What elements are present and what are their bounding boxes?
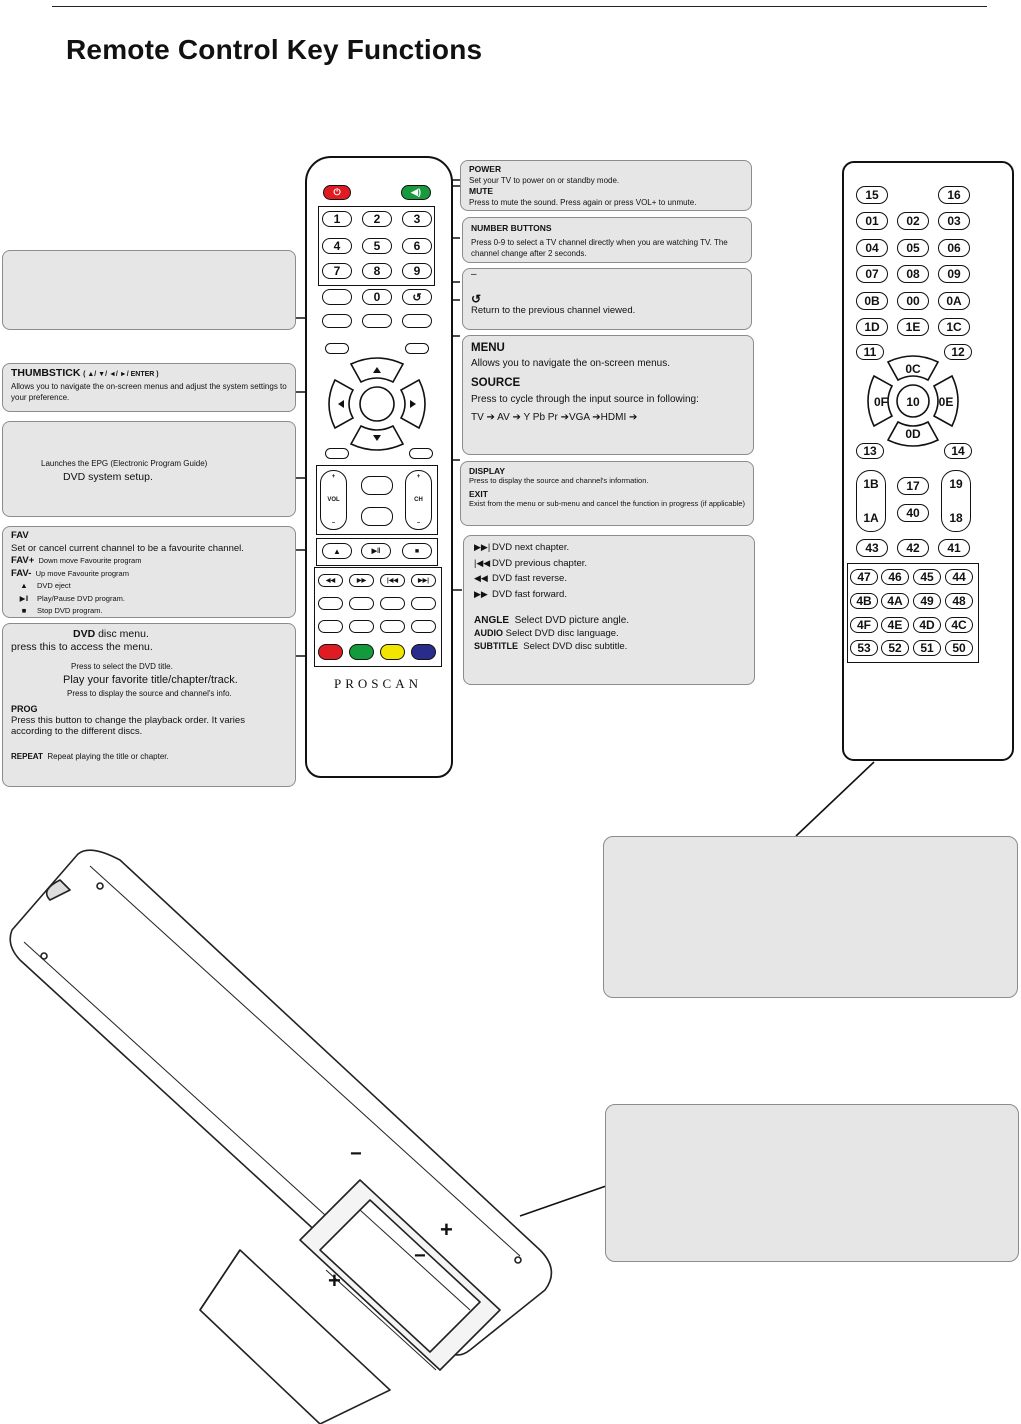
code-key: 45 (913, 569, 941, 585)
callout-blank-code-box (603, 836, 1018, 998)
stop-icon: ■ (21, 606, 27, 615)
yellow-button[interactable] (380, 644, 405, 660)
source-desc: Press to cycle through the input source in following: (471, 394, 699, 405)
code-key: 4B (850, 593, 878, 609)
code-rocker-right: 19 18 (941, 470, 971, 532)
mute-desc: Press to mute the sound. Press again or press VOL+ to unmute. (469, 198, 697, 207)
mute-title: MUTE (469, 186, 494, 196)
play-pause-icon: ▶‖ (19, 593, 29, 603)
number-key-6[interactable] (402, 238, 432, 254)
mute-icon: ◀) (411, 187, 421, 197)
mute-button[interactable] (401, 185, 431, 200)
stop-button[interactable] (402, 543, 432, 559)
code-key: 53 (850, 640, 878, 656)
fav-title: FAV (11, 530, 29, 541)
number-key-8[interactable] (362, 263, 392, 279)
prev-desc: DVD previous chapter. (492, 557, 588, 569)
rewind-icon: ◀◀ (325, 578, 336, 584)
callout-menu-source (462, 335, 754, 455)
code-key: 0B (856, 292, 888, 310)
fav-list-button[interactable] (362, 314, 392, 328)
playpause-desc: Play/Pause DVD program. (37, 593, 125, 603)
thumbstick-title: THUMBSTICK (11, 367, 81, 379)
source-chain: TV ➔ AV ➔ Y Pb Pr ➔VGA ➔HDMI ➔ (471, 412, 638, 423)
callout-number-buttons (462, 217, 752, 263)
number-key-label: 0 (373, 290, 381, 304)
fav-desc: Set or cancel current channel to be a favourite channel. (11, 542, 244, 554)
power-desc: Set your TV to power on or standby mode. (469, 176, 620, 185)
green-button[interactable] (349, 644, 374, 660)
code-key: 42 (897, 539, 929, 557)
info-button[interactable] (361, 476, 393, 495)
dash-button[interactable] (322, 289, 352, 305)
play-pause-button[interactable] (361, 543, 391, 559)
code-key: 0A (938, 292, 970, 310)
recall-button[interactable] (402, 289, 432, 305)
code-key: 14 (944, 443, 972, 459)
code-key: 49 (913, 593, 941, 609)
dash-label: – (471, 269, 477, 280)
code-key: 4E (881, 617, 909, 633)
svg-text:−: − (350, 1143, 362, 1165)
code-key: 4F (850, 617, 878, 633)
display-info: Press to display the source and channel's info. (67, 689, 232, 698)
exit-button[interactable] (361, 507, 393, 526)
next-desc: DVD next chapter. (492, 542, 570, 553)
number-key-3[interactable] (402, 211, 432, 227)
vol-label: VOL (327, 497, 340, 503)
recall-desc: Return to the previous channel viewed. (471, 305, 636, 316)
code-rocker-left: 1B 1A (856, 470, 886, 532)
code-key: 46 (881, 569, 909, 585)
number-key-label: 1 (333, 212, 341, 226)
favminus-title: FAV- (11, 567, 32, 579)
eject-button[interactable] (322, 543, 352, 559)
prev-chapter-icon: |◀◀ (474, 557, 491, 568)
audio-desc: Select DVD disc language. (505, 628, 619, 639)
code-key: 12 (944, 344, 972, 360)
page-title: Remote Control Key Functions (66, 34, 483, 65)
code-key: 1D (856, 318, 888, 336)
code-key: 01 (856, 212, 888, 230)
code-key: 0F (873, 395, 888, 409)
fast-forward-icon: ▶▶ (474, 588, 488, 599)
code-key: 04 (856, 239, 888, 257)
eject-icon: ▲ (333, 546, 341, 556)
thumbstick-keys: ( ▲/ ▼/ ◄/ ►/ ENTER ) (83, 371, 159, 378)
code-key: 4D (913, 617, 941, 633)
code-key: 06 (938, 239, 970, 257)
code-key: 4C (945, 617, 973, 633)
angle-button[interactable] (380, 597, 405, 610)
number-key-2[interactable] (362, 211, 392, 227)
favplus-desc: Down move Favourite program (38, 556, 142, 565)
dvd-word: DVD (73, 628, 96, 640)
vol-minus: – (331, 520, 336, 526)
menu-button[interactable] (325, 343, 349, 354)
callout-dvd-menu (2, 623, 296, 787)
stop-icon: ■ (414, 547, 420, 555)
stop-desc: Stop DVD program. (37, 606, 103, 615)
code-key: 50 (945, 640, 973, 656)
code-key: 03 (938, 212, 970, 230)
favminus-desc: Up move Favourite program (35, 568, 129, 578)
ch-label: CH (414, 497, 423, 503)
access-menu: press this to access the menu. (11, 640, 153, 653)
code-key: 11 (856, 344, 884, 360)
callout-thumbstick (2, 363, 296, 412)
fast-forward-button[interactable] (349, 574, 374, 587)
play-favorite: Play your favorite title/chapter/track. (63, 673, 238, 686)
subtitle-title: SUBTITLE (474, 641, 518, 651)
epg-button[interactable] (322, 314, 352, 328)
number-key-label: 4 (333, 239, 341, 253)
code-key: 16 (938, 186, 970, 204)
svg-text:+: + (328, 1268, 341, 1293)
code-key: 08 (897, 265, 929, 283)
vol-plus: + (331, 474, 336, 480)
callout-power-mute (460, 160, 752, 211)
recall-icon: ↺ (471, 291, 482, 306)
recall-icon: ↺ (412, 291, 422, 304)
callout-blank-battery-box (605, 1104, 1019, 1262)
code-key: 17 (897, 477, 929, 495)
power-button[interactable] (323, 185, 351, 200)
code-key: 1E (897, 318, 929, 336)
number-key-9[interactable] (402, 263, 432, 279)
volume-rocker[interactable] (320, 470, 347, 530)
play-pause-icon: ▶‖ (371, 548, 381, 555)
dvd-menu-button[interactable] (318, 597, 343, 610)
code-key: 40 (897, 504, 929, 522)
number-desc: Press 0-9 to select a TV channel directly when you are watching TV. The channel change after 2 seconds. (471, 237, 728, 258)
next-chapter-icon: ▶▶| (474, 542, 491, 552)
code-key: 02 (897, 212, 929, 230)
power-icon: ⏻ (333, 187, 341, 197)
rew-desc: DVD fast reverse. (492, 573, 567, 584)
number-key-1[interactable] (322, 211, 352, 227)
number-key-label: 9 (413, 264, 421, 278)
code-key: 44 (945, 569, 973, 585)
code-key: 0E (938, 395, 954, 409)
number-key-label: 3 (413, 212, 421, 226)
number-key-label: 7 (333, 264, 341, 278)
next-chapter-icon: ▶▶| (418, 578, 429, 584)
brand-logo: PROSCAN (334, 676, 422, 691)
code-key: 13 (856, 443, 884, 459)
prog-title: PROG (11, 703, 38, 714)
callout-recall (462, 268, 752, 330)
callout-dvd-transport (463, 535, 755, 685)
fast-forward-icon: ▶▶ (356, 578, 367, 584)
disc-menu: disc menu. (98, 628, 149, 640)
top-rule (52, 6, 987, 7)
code-key: 10 (906, 395, 920, 409)
code-key: 41 (938, 539, 970, 557)
code-key: 1C (938, 318, 970, 336)
epg-desc: Launches the EPG (Electronic Program Guide) (41, 459, 208, 468)
ff-desc: DVD fast forward. (492, 588, 567, 600)
angle-desc: Select DVD picture angle. (514, 615, 630, 626)
repeat-button[interactable] (380, 620, 405, 633)
code-key: 43 (856, 539, 888, 557)
display-desc: Press to display the source and channel's information. (469, 476, 649, 485)
prog-button[interactable] (349, 620, 374, 633)
exit-desc: Exist from the menu or sub-menu and cancel the function in progress (if applicable) (469, 499, 745, 508)
display-button[interactable] (409, 448, 433, 459)
thumbstick-desc: Allows you to navigate the on-screen menus and adjust the system settings to your preference. (11, 381, 287, 402)
epg-setup-button[interactable] (325, 448, 349, 459)
number-key-0[interactable] (362, 289, 392, 305)
code-key: 15 (856, 186, 888, 204)
rewind-button[interactable] (318, 574, 343, 587)
code-key: 52 (881, 640, 909, 656)
exit-title: EXIT (469, 489, 488, 499)
next-chapter-button[interactable] (411, 574, 436, 587)
rewind-icon: ◀◀ (474, 573, 488, 583)
display-title: DISPLAY (469, 466, 506, 476)
number-key-7[interactable] (322, 263, 352, 279)
audio-title: AUDIO (474, 628, 503, 638)
code-key: 0D (905, 427, 921, 441)
blue-button[interactable] (411, 644, 436, 660)
number-key-5[interactable] (362, 238, 392, 254)
code-key: 4A (881, 593, 909, 609)
callout-display-exit (460, 461, 754, 526)
callout-epg (2, 421, 296, 517)
code-key: 47 (850, 569, 878, 585)
code-key: 09 (938, 265, 970, 283)
number-key-label: 2 (373, 212, 381, 226)
prev-chapter-icon: |◀◀ (387, 578, 398, 584)
remote-back-illustration (0, 830, 600, 1424)
code-key: 00 (897, 292, 929, 310)
menu-desc: Allows you to navigate the on-screen menus. (471, 358, 670, 369)
angle-title: ANGLE (474, 615, 509, 626)
prog-desc: Press this button to change the playback order. It varies according to the different discs. (11, 715, 245, 737)
red-button[interactable] (318, 644, 343, 660)
code-key: 05 (897, 239, 929, 257)
audio-button[interactable] (411, 597, 436, 610)
number-key-4[interactable] (322, 238, 352, 254)
sleep-button[interactable] (402, 314, 432, 328)
source-button[interactable] (405, 343, 429, 354)
code-key: 0C (905, 362, 921, 376)
subtitle-button[interactable] (411, 620, 436, 633)
code-key: 51 (913, 640, 941, 656)
repeat-title: REPEAT (11, 752, 43, 761)
eject-desc: DVD eject (37, 581, 71, 590)
favplus-title: FAV+ (11, 555, 35, 566)
number-title: NUMBER BUTTONS (471, 223, 552, 233)
callout-blank-left (2, 250, 296, 330)
channel-rocker[interactable] (405, 470, 432, 530)
svg-text:+: + (440, 1217, 453, 1242)
number-key-label: 6 (413, 239, 421, 253)
ch-plus: + (416, 474, 421, 480)
number-key-label: 8 (373, 264, 381, 278)
title-button[interactable] (349, 597, 374, 610)
menu-title: MENU (471, 342, 505, 354)
svg-text:−: − (414, 1245, 426, 1267)
number-key-label: 5 (373, 239, 381, 253)
prev-chapter-button[interactable] (380, 574, 405, 587)
power-title: POWER (469, 164, 502, 174)
thumbstick-pad[interactable] (327, 356, 427, 452)
dvd-setup-desc: DVD system setup. (63, 470, 153, 483)
subtitle-desc: Select DVD disc subtitle. (523, 641, 628, 652)
source-title: SOURCE (471, 377, 521, 389)
select-title: Press to select the DVD title. (71, 662, 173, 671)
goto-button[interactable] (318, 620, 343, 633)
ch-minus: – (416, 520, 421, 526)
code-key: 07 (856, 265, 888, 283)
eject-icon: ▲ (20, 581, 28, 590)
callout-fav (2, 526, 296, 618)
code-key: 48 (945, 593, 973, 609)
repeat-desc: Repeat playing the title or chapter. (47, 752, 169, 761)
